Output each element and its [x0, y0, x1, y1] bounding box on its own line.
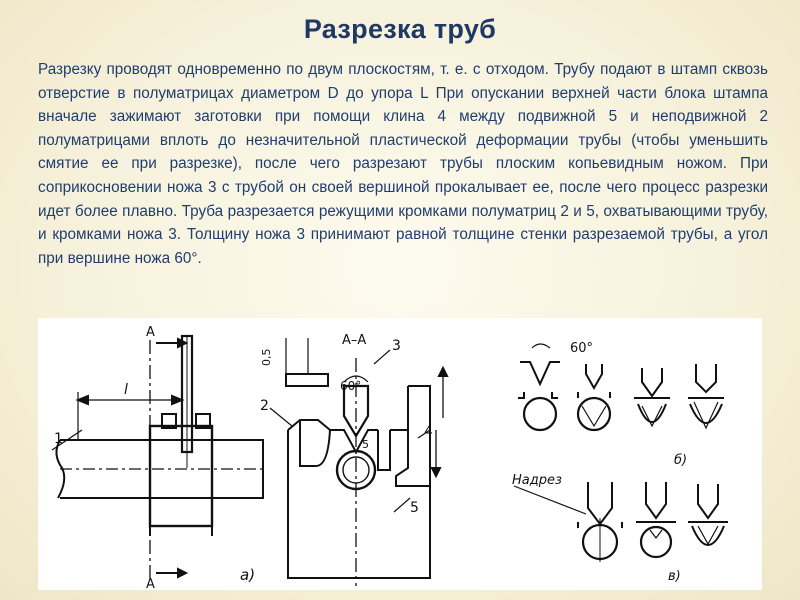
callout-4: 4 [424, 424, 433, 440]
section-marker-bottom: A [146, 577, 155, 590]
section-title: A–A [342, 333, 367, 348]
angle-label-a: 60° [340, 379, 362, 393]
angle-label-b: 60° [570, 341, 594, 356]
section-marker-top: A [146, 325, 155, 340]
figure-label-a: а) [240, 566, 256, 584]
technical-drawing [38, 318, 762, 590]
figure-label-b: б) [674, 453, 688, 468]
cutting-stages-b [518, 344, 724, 430]
callout-1: 1 [54, 431, 63, 447]
callout-3: 3 [392, 338, 401, 354]
callout-5-small: 5 [362, 438, 369, 451]
slide-paragraph: Разрезку проводят одновременно по двум плоскостям, т. е. с отходом. Трубу подают в штамп сквозь отверстие в полуматрицах диаметром D до упора L При опускании верхней части блока штампа вначале зажимают заготовки при помощи клина 4 между подвижной 5 и неподвижной 2 полуматрицами вплоть до незначительной пластической деформации трубы (чтобы уменьшить смятие ее при разрезке), после чего разрезают трубы плоским копьевидным ножом. При соприкосновении ножа 3 с трубой он своей вершиной прокалывает ее, после чего процесс разрезки идет более плавно. Труба разрезается режущими кромками полуматриц 2 и 5, охватывающими трубу, и кромками ножа 3. Толщину ножа 3 принимают равной толщине стенки разрезаемой трубы, а угол при вершине ножа 60°. [38, 61, 768, 267]
slide-title: Разрезка труб [303, 14, 497, 44]
cutting-stages-v [514, 482, 728, 562]
length-label: l [124, 382, 128, 398]
figure-label-v: в) [668, 569, 681, 584]
callout-2: 2 [260, 398, 269, 414]
callout-5: 5 [410, 500, 419, 516]
nadrez-label: Надрез [512, 473, 562, 488]
section-view-drawing [270, 338, 447, 586]
gap-label: 0,5 [260, 348, 273, 366]
side-view-drawing [52, 336, 263, 580]
